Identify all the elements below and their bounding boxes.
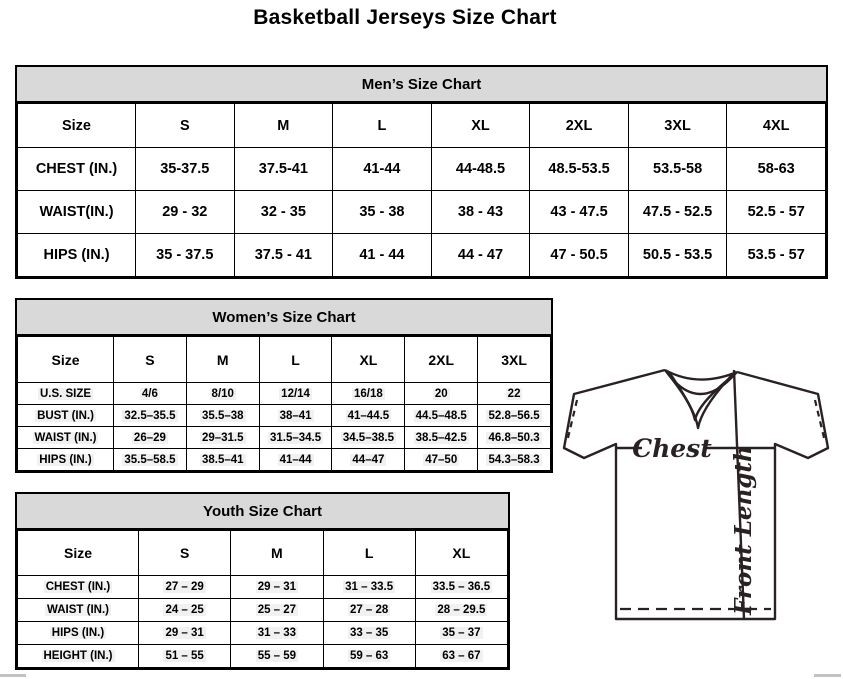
col-header: Size bbox=[18, 104, 136, 148]
womens-table-grid bbox=[17, 336, 551, 471]
cell bbox=[114, 383, 187, 405]
col-header: L bbox=[333, 104, 432, 148]
mens-table-grid bbox=[17, 103, 826, 277]
col-header: L bbox=[323, 531, 415, 576]
cell-text: 34.5–38.5 bbox=[342, 431, 394, 444]
cell bbox=[415, 599, 507, 622]
cell-text: 44–47 bbox=[352, 453, 385, 466]
row-label bbox=[18, 599, 139, 622]
cell bbox=[478, 405, 551, 427]
jersey-outline bbox=[564, 370, 828, 619]
cell: 32 - 35 bbox=[234, 191, 333, 234]
col-header: 2XL bbox=[405, 337, 478, 383]
cell bbox=[323, 645, 415, 668]
cell-text: 22 bbox=[507, 387, 521, 400]
cell: 44 - 47 bbox=[431, 234, 530, 277]
youth-header-row bbox=[18, 531, 508, 576]
row-label bbox=[18, 405, 114, 427]
cell: 38 - 43 bbox=[431, 191, 530, 234]
cell: 53.5 - 57 bbox=[727, 234, 826, 277]
cell bbox=[231, 599, 323, 622]
col-header: M bbox=[234, 104, 333, 148]
cell: 35 - 38 bbox=[333, 191, 432, 234]
cell bbox=[186, 383, 259, 405]
col-header: 4XL bbox=[727, 104, 826, 148]
cell: 48.5-53.5 bbox=[530, 148, 629, 191]
cell bbox=[186, 449, 259, 471]
table-row bbox=[18, 449, 551, 471]
cell: 47.5 - 52.5 bbox=[628, 191, 727, 234]
col-header: L bbox=[259, 337, 332, 383]
cell-text: 16/18 bbox=[354, 387, 383, 400]
col-header: Size bbox=[18, 337, 114, 383]
cell bbox=[259, 449, 332, 471]
cell bbox=[323, 599, 415, 622]
cell-text: 46.8–50.3 bbox=[488, 431, 540, 444]
row-label bbox=[18, 449, 114, 471]
table-row bbox=[18, 427, 551, 449]
cell-text: 12/14 bbox=[281, 387, 310, 400]
col-header: S bbox=[114, 337, 187, 383]
table-row bbox=[18, 148, 826, 191]
cell-text: 41–44.5 bbox=[347, 409, 390, 422]
cell bbox=[405, 427, 478, 449]
cell: 52.5 - 57 bbox=[727, 191, 826, 234]
cell bbox=[405, 383, 478, 405]
cell-text: U.S. SIZE bbox=[39, 387, 92, 400]
cell-text: 27 – 28 bbox=[349, 604, 389, 616]
cell bbox=[415, 576, 507, 599]
table-row bbox=[18, 405, 551, 427]
cell bbox=[332, 383, 405, 405]
row-label bbox=[18, 645, 139, 668]
col-header: XL bbox=[332, 337, 405, 383]
cell bbox=[259, 427, 332, 449]
cell-text: 54.3–58.3 bbox=[488, 453, 540, 466]
cell-text: 33.5 – 36.5 bbox=[432, 581, 491, 593]
youth-size-chart-table bbox=[15, 492, 510, 670]
cell: 53.5-58 bbox=[628, 148, 727, 191]
cell bbox=[231, 645, 323, 668]
cell: 50.5 - 53.5 bbox=[628, 234, 727, 277]
cell bbox=[323, 576, 415, 599]
table-row bbox=[18, 622, 508, 645]
col-header: 3XL bbox=[628, 104, 727, 148]
cell-text: 38–41 bbox=[279, 409, 312, 422]
cell-text: WAIST (IN.) bbox=[34, 431, 97, 444]
row-label: WAIST(IN.) bbox=[18, 191, 136, 234]
cell: 41 - 44 bbox=[333, 234, 432, 277]
cell-text: HIPS (IN.) bbox=[51, 627, 105, 639]
cell-text: 47–50 bbox=[425, 453, 458, 466]
col-header: Size bbox=[18, 531, 139, 576]
youth-table-grid bbox=[17, 530, 508, 668]
cell bbox=[415, 645, 507, 668]
cell-text: 29 – 31 bbox=[257, 581, 297, 593]
cell-text: 51 – 55 bbox=[165, 650, 204, 662]
cell bbox=[332, 405, 405, 427]
cell-text: 35.5–58.5 bbox=[124, 453, 176, 466]
cell-text: 25 – 27 bbox=[257, 604, 297, 616]
table-row bbox=[18, 234, 826, 277]
mens-header-row bbox=[18, 104, 826, 148]
scrollbar-fragment-right bbox=[814, 674, 841, 677]
cell-text: 31.5–34.5 bbox=[269, 431, 322, 444]
col-header: 2XL bbox=[530, 104, 629, 148]
table-row bbox=[18, 576, 508, 599]
col-header: M bbox=[231, 531, 323, 576]
cell-text: 38.5–42.5 bbox=[415, 431, 467, 444]
cell bbox=[405, 449, 478, 471]
page-title: Basketball Jerseys Size Chart bbox=[253, 6, 557, 29]
cell-text: 8/10 bbox=[211, 387, 234, 400]
cell: 41-44 bbox=[333, 148, 432, 191]
cell-text: 44.5–48.5 bbox=[415, 409, 467, 422]
youth-table-title: Youth Size Chart bbox=[17, 494, 508, 530]
cell bbox=[186, 427, 259, 449]
cell-text: 31 – 33 bbox=[257, 627, 297, 639]
cell-text: HEIGHT (IN.) bbox=[43, 650, 113, 662]
row-label: CHEST (IN.) bbox=[18, 148, 136, 191]
row-label bbox=[18, 622, 139, 645]
cell-text: 31 – 33.5 bbox=[345, 581, 394, 593]
cell-text: 29 – 31 bbox=[165, 627, 204, 639]
cell-text: 33 – 35 bbox=[349, 627, 389, 639]
cell bbox=[478, 427, 551, 449]
cell-text: 35.5–38 bbox=[201, 409, 244, 422]
cell bbox=[259, 383, 332, 405]
row-label bbox=[18, 383, 114, 405]
womens-size-chart-table bbox=[15, 298, 553, 473]
cell: 37.5 - 41 bbox=[234, 234, 333, 277]
table-row bbox=[18, 645, 508, 668]
womens-table-title: Women’s Size Chart bbox=[17, 300, 551, 336]
cell bbox=[139, 599, 231, 622]
table-row bbox=[18, 599, 508, 622]
cell bbox=[139, 622, 231, 645]
table-row bbox=[18, 191, 826, 234]
cell-text: 55 – 59 bbox=[257, 650, 297, 662]
col-header: S bbox=[139, 531, 231, 576]
cell-text: 59 – 63 bbox=[349, 650, 389, 662]
chest-label: Chest bbox=[632, 434, 712, 463]
cell bbox=[259, 405, 332, 427]
jersey-measurement-diagram bbox=[562, 362, 841, 628]
cell bbox=[478, 383, 551, 405]
cell bbox=[332, 427, 405, 449]
scrollbar-fragment-left bbox=[0, 674, 26, 677]
cell-text: 28 – 29.5 bbox=[437, 604, 486, 616]
cell: 35 - 37.5 bbox=[136, 234, 235, 277]
cell-text: 29–31.5 bbox=[201, 431, 244, 444]
cell-text: 27 – 29 bbox=[165, 581, 204, 593]
cell bbox=[405, 405, 478, 427]
mens-size-chart-table bbox=[15, 65, 828, 279]
row-label bbox=[18, 427, 114, 449]
col-header: S bbox=[136, 104, 235, 148]
cell bbox=[114, 449, 187, 471]
cell: 58-63 bbox=[727, 148, 826, 191]
cell-text: BUST (IN.) bbox=[37, 409, 94, 422]
cell bbox=[231, 622, 323, 645]
col-header: 3XL bbox=[478, 337, 551, 383]
cell-text: 32.5–35.5 bbox=[124, 409, 176, 422]
cell: 29 - 32 bbox=[136, 191, 235, 234]
cell-text: 24 – 25 bbox=[165, 604, 204, 616]
cell: 35-37.5 bbox=[136, 148, 235, 191]
cell bbox=[415, 622, 507, 645]
cell-text: 52.8–56.5 bbox=[488, 409, 540, 422]
cell-text: HIPS (IN.) bbox=[39, 453, 92, 466]
cell bbox=[478, 449, 551, 471]
cell bbox=[139, 645, 231, 668]
collar-back-curve bbox=[665, 370, 737, 380]
cell-text: 20 bbox=[434, 387, 448, 400]
row-label bbox=[18, 576, 139, 599]
table-row bbox=[18, 383, 551, 405]
cell-text: 38.5–41 bbox=[201, 453, 244, 466]
womens-header-row bbox=[18, 337, 551, 383]
cell-text: 41–44 bbox=[279, 453, 312, 466]
cell: 37.5-41 bbox=[234, 148, 333, 191]
cell bbox=[186, 405, 259, 427]
cell: 43 - 47.5 bbox=[530, 191, 629, 234]
col-header: XL bbox=[415, 531, 507, 576]
col-header: XL bbox=[431, 104, 530, 148]
cell: 47 - 50.5 bbox=[530, 234, 629, 277]
cell: 44-48.5 bbox=[431, 148, 530, 191]
cell bbox=[323, 622, 415, 645]
cell-text: 63 – 67 bbox=[442, 650, 481, 662]
row-label: HIPS (IN.) bbox=[18, 234, 136, 277]
cell bbox=[114, 427, 187, 449]
cell-text: WAIST (IN.) bbox=[47, 604, 109, 616]
cell bbox=[332, 449, 405, 471]
cell bbox=[231, 576, 323, 599]
col-header: M bbox=[186, 337, 259, 383]
front-length-label: Front Length bbox=[730, 445, 757, 615]
mens-table-title: Men’s Size Chart bbox=[17, 67, 826, 103]
cell-text: 35 – 37 bbox=[442, 627, 481, 639]
cell bbox=[114, 405, 187, 427]
cell-text: 4/6 bbox=[141, 387, 158, 400]
cell bbox=[139, 576, 231, 599]
cell-text: 26–29 bbox=[133, 431, 166, 444]
cell-text: CHEST (IN.) bbox=[45, 581, 111, 593]
